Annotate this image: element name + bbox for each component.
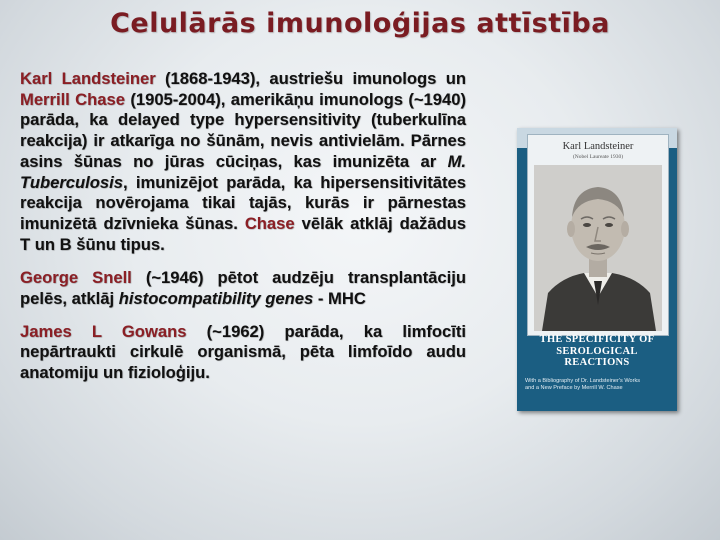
- text-segment: (1868-1943), austriešu imunologs un: [155, 69, 466, 88]
- text-segment: - MHC: [313, 289, 366, 309]
- book-cover-photo-caption: Karl Landsteiner: [562, 141, 634, 152]
- paragraph-snell: [20, 268, 466, 309]
- book-cover-photo-frame: [527, 134, 669, 336]
- portrait-illustration: [534, 165, 662, 331]
- slide-body: [20, 69, 466, 396]
- slide-title: Celulārās imunoloģijas attīstība: [110, 8, 610, 39]
- portrait-photo: [534, 165, 662, 331]
- term-m-tuberculosis: M. Tuberculosis: [20, 151, 466, 192]
- text-segment: , imunizējot parāda, ka hipersensitivitātes reakcija novērojama tikai tajās, kurās ir pārnestas imunizētā dzīvnieka šūnas.: [20, 172, 466, 233]
- book-cover-image: [517, 128, 677, 411]
- text-segment: (~1962) parāda, ka limfocīti nepārtraukti cirkulē organismā, pēta limfoīdo audu anatomiju un fizioloģiju.: [20, 321, 466, 383]
- paragraph-landsteiner-chase: [20, 69, 466, 255]
- name-james-gowans: James L Gowans: [20, 321, 187, 341]
- name-merrill-chase: Merrill Chase: [20, 89, 125, 109]
- book-cover-subtitle-line: and a New Preface by Merrill W. Chase: [525, 385, 623, 391]
- book-cover-subtitle: [525, 378, 671, 392]
- text-segment: vēlāk atklāj dažādus T un B šūnu tipus.: [20, 213, 466, 254]
- book-cover-title-line: SEROLOGICAL: [556, 345, 638, 357]
- name-george-snell: George Snell: [20, 268, 132, 288]
- book-cover-title-line: REACTIONS: [564, 357, 630, 368]
- book-cover-photo-subcaption: (Nobel Laureate 1930): [572, 154, 624, 160]
- book-cover-subtitle-line: With a Bibliography of Dr. Landsteiner's Works: [525, 378, 641, 384]
- book-cover-title: [517, 334, 677, 369]
- term-histocompatibility-genes: histocompatibility genes: [118, 289, 314, 309]
- name-chase: Chase: [244, 213, 295, 233]
- paragraph-gowans: [20, 322, 466, 384]
- text-segment: (~1946) pētot audzēju transplantāciju pelēs, atklāj: [20, 268, 466, 309]
- text-segment: (1905-2004), amerikāņu imunologs (~1940) parāda, ka delayed type hypersensitivity (tuberkulīna reakcija) ir atkarīga no šūnām, nevis antivielām. Pārnes asins šūnas no jūras cūciņas, kas imunizēta ar: [20, 89, 466, 171]
- book-cover-title-line: THE SPECIFICITY OF: [539, 334, 655, 345]
- name-landsteiner: Karl Landsteiner: [20, 69, 156, 88]
